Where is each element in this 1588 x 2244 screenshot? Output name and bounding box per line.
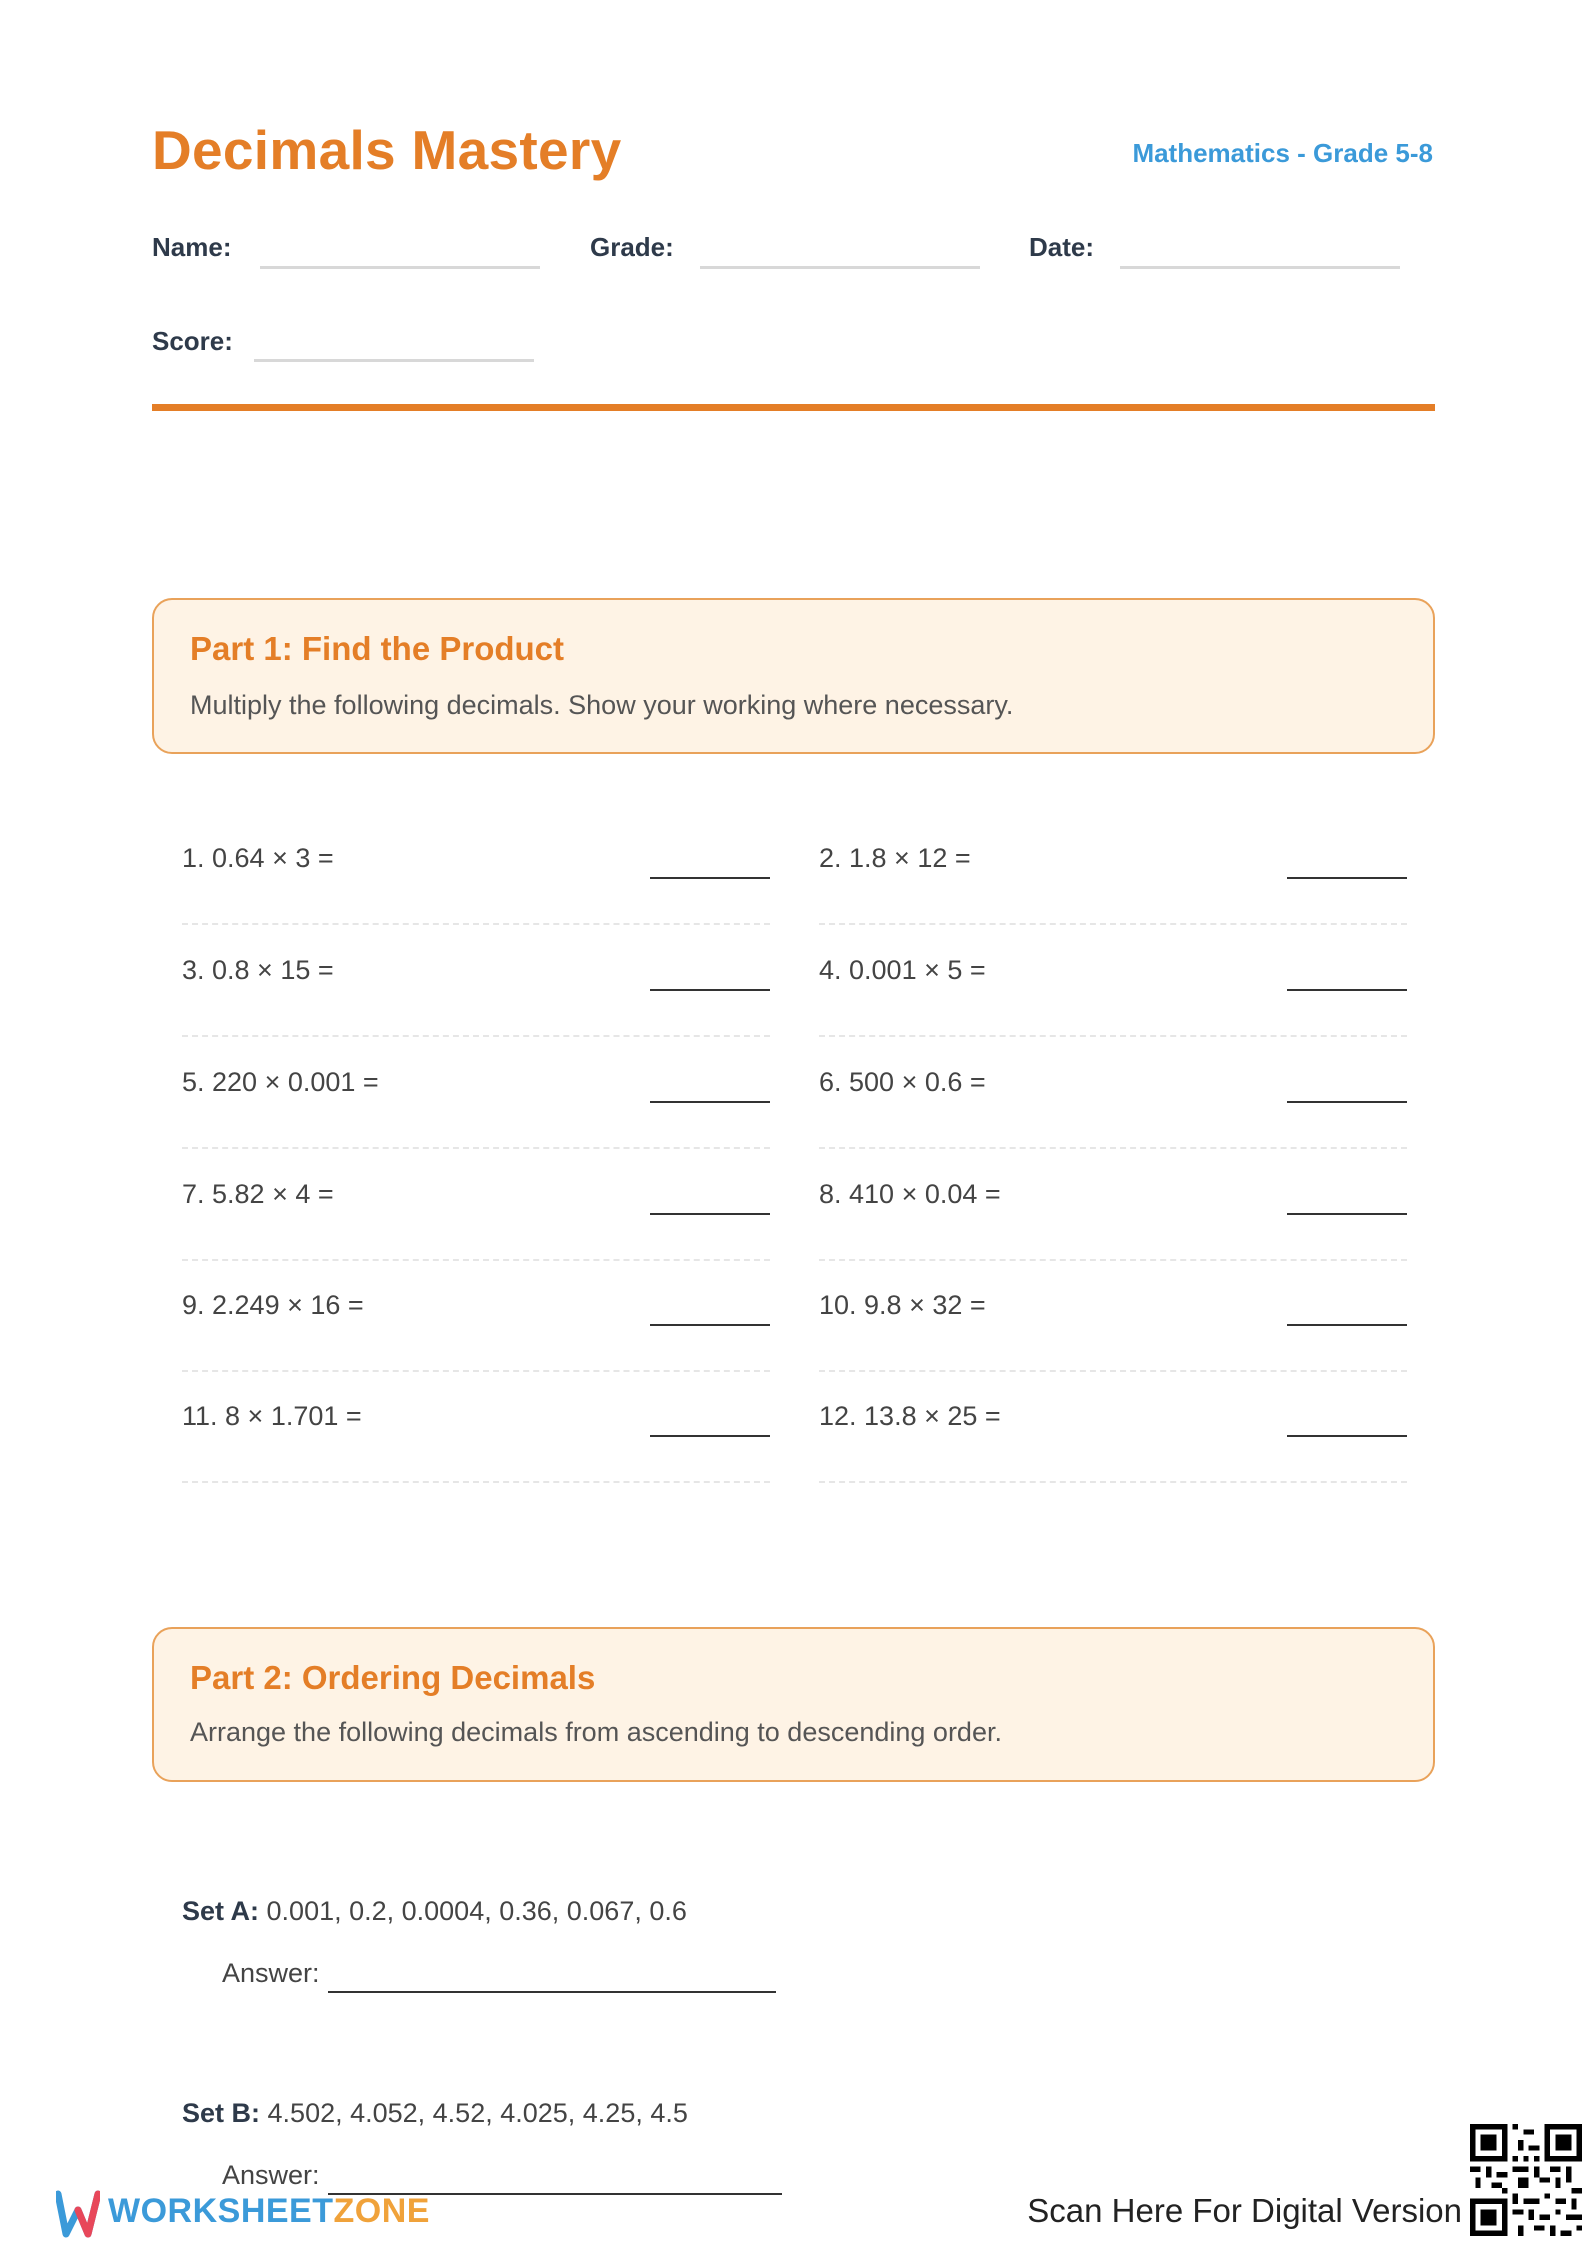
problem-row [182,1149,770,1261]
answer-blank[interactable] [650,1101,770,1103]
part2-title: Part 2: Ordering Decimals [190,1659,596,1696]
answer-blank[interactable] [1287,1101,1407,1103]
problem-text: 8. 410 × 0.04 = [819,1179,1001,1209]
score-label: Score: [152,326,233,356]
worksheet-title: Decimals Mastery [152,119,622,181]
part2-description: Arrange the following decimals from ascending to descending order. [190,1717,1002,1747]
set-a-line [182,1896,687,1927]
part1-title: Part 1: Find the Product [190,630,565,667]
problem-text: 9. 2.249 × 16 = [182,1290,364,1320]
brand-text-worksheet: WORKSHEET [108,2192,334,2230]
name-label: Name: [152,232,232,262]
header-divider [152,404,1435,411]
scan-digital-version-text: Scan Here For Digital Version [1027,2192,1462,2229]
problem-row [182,925,770,1037]
set-b-values: 4.502, 4.052, 4.52, 4.025, 4.25, 4.5 [267,2098,688,2128]
problem-text: 1. 0.64 × 3 = [182,843,334,873]
grade-label: Grade: [590,232,674,262]
answer-blank[interactable] [650,1324,770,1326]
problem-text: 6. 500 × 0.6 = [819,1067,986,1097]
problem-text: 4. 0.001 × 5 = [819,955,986,985]
problem-row [182,1037,770,1149]
problem-row [182,1260,770,1372]
answer-blank[interactable] [650,1213,770,1215]
problem-row [819,813,1407,925]
part1-instruction-box [152,598,1435,754]
answer-blank[interactable] [1287,989,1407,991]
brand-text-zone: ZONE [333,2192,430,2230]
problem-text: 10. 9.8 × 32 = [819,1290,986,1320]
part2-instruction-box [152,1627,1435,1782]
problem-row [819,1371,1407,1483]
problem-text: 12. 13.8 × 25 = [819,1401,1001,1431]
set-b-answer-label: Answer: [222,2160,320,2190]
score-field[interactable] [254,359,534,362]
set-a-answer-field[interactable] [328,1991,776,1993]
set-a-answer-label: Answer: [222,1958,320,1988]
answer-blank[interactable] [1287,1435,1407,1437]
worksheetzone-w-logo-icon [56,2183,100,2243]
problem-text: 2. 1.8 × 12 = [819,843,971,873]
problem-row [182,1371,770,1483]
problem-row [819,1037,1407,1149]
answer-blank[interactable] [1287,1324,1407,1326]
qr-code-icon[interactable] [1470,2124,1582,2236]
problem-row [819,1149,1407,1261]
problem-row [819,1260,1407,1372]
answer-blank[interactable] [1287,877,1407,879]
set-a-label: Set A: [182,1896,260,1926]
problem-text: 7. 5.82 × 4 = [182,1179,334,1209]
set-b-line [182,2098,688,2129]
set-a-values: 0.001, 0.2, 0.0004, 0.36, 0.067, 0.6 [266,1896,687,1926]
date-label: Date: [1029,232,1095,262]
worksheetzone-brand [108,2192,430,2231]
problem-row [182,813,770,925]
part1-description: Multiply the following decimals. Show your working where necessary. [190,690,1014,720]
answer-blank[interactable] [1287,1213,1407,1215]
problem-text: 5. 220 × 0.001 = [182,1067,379,1097]
answer-blank[interactable] [650,877,770,879]
subject-grade-label: Mathematics - Grade 5-8 [1132,138,1433,168]
answer-blank[interactable] [650,1435,770,1437]
problem-row [819,925,1407,1037]
grade-field[interactable] [700,266,980,269]
date-field[interactable] [1120,266,1400,269]
answer-blank[interactable] [650,989,770,991]
problem-text: 11. 8 × 1.701 = [182,1401,362,1431]
problem-text: 3. 0.8 × 15 = [182,955,334,985]
name-field[interactable] [260,266,540,269]
set-b-label: Set B: [182,2098,261,2128]
